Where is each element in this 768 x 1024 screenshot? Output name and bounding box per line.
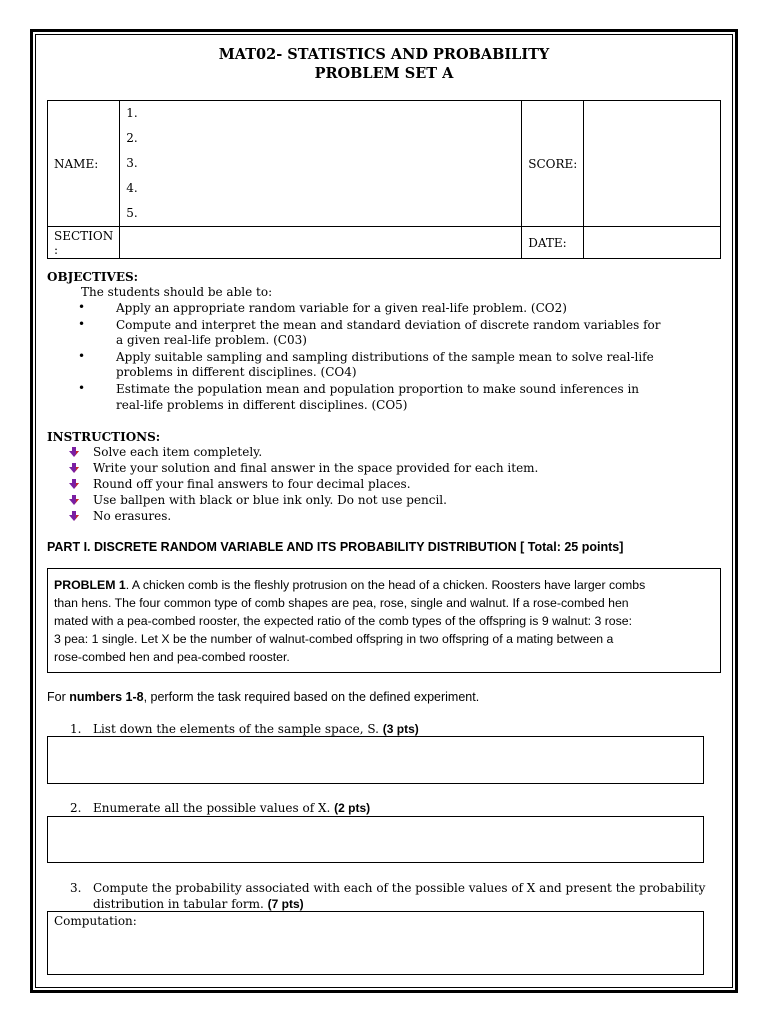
numbers-intro (47, 690, 479, 704)
section-field[interactable] (120, 227, 522, 259)
score-field[interactable] (584, 101, 721, 227)
objective-item: Compute and interpret the mean and standard deviation of discrete random variables for (116, 318, 661, 332)
question-points: (7 pts) (267, 897, 304, 911)
name-field[interactable] (120, 101, 522, 227)
date-field[interactable] (584, 227, 721, 259)
question-points: (2 pts) (334, 801, 371, 815)
question-text (93, 721, 419, 737)
instruction-item: Write your solution and final answer in the space provided for each item. (93, 461, 539, 475)
name-number: 1. (126, 106, 138, 120)
objective-item-cont: real-life problems in different disciplines. (CO5) (116, 398, 408, 412)
instruction-item: Solve each item completely. (93, 445, 263, 459)
arrow-bullet-icon (69, 463, 79, 473)
question-number: 3. (70, 881, 82, 895)
course-title: MAT02- STATISTICS AND PROBABILITY (218, 46, 550, 63)
bullet-icon: • (78, 381, 86, 395)
arrow-bullet-icon (69, 495, 79, 505)
question-text: Compute the probability associated with each of the possible values of X and present the probability (93, 881, 706, 895)
question-points: (3 pts) (382, 722, 419, 736)
question-text-cont (93, 896, 304, 912)
arrow-bullet-icon (69, 511, 79, 521)
objective-item-cont: a given real-life problem. (C03) (116, 333, 307, 347)
answer-box-1[interactable] (47, 736, 704, 784)
question-text-body: List down the elements of the sample space, S. (93, 722, 383, 736)
name-number: 4. (126, 181, 138, 195)
date-label: DATE: (522, 227, 584, 259)
problem1-line: 3 pea: 1 single. Let X be the number of walnut-combed offspring in two offspring of a mating between a (54, 632, 614, 646)
arrow-bullet-icon (69, 479, 79, 489)
objective-item: Apply suitable sampling and sampling distributions of the sample mean to solve real-life (116, 350, 654, 364)
numbers-intro-suffix: , perform the task required based on the defined experiment. (143, 690, 480, 704)
problem1-line: rose-combed hen and pea-combed rooster. (54, 650, 290, 664)
problem-set-title: PROBLEM SET A (314, 65, 454, 82)
question-text (93, 800, 370, 816)
problem1-line: mated with a pea-combed rooster, the expected ratio of the comb types of the offspring is 9 walnut: 3 rose: (54, 614, 633, 628)
problem1-line: than hens. The four common type of comb shapes are pea, rose, single and walnut. If a rose-combed hen (54, 596, 629, 610)
objective-item: Estimate the population mean and population proportion to make sound inferences in (116, 382, 640, 396)
objectives-intro: The students should be able to: (81, 285, 273, 299)
instruction-item: Use ballpen with black or blue ink only. Do not use pencil. (93, 493, 447, 507)
section-label: SECTION : (48, 227, 120, 259)
bullet-icon: • (78, 300, 86, 314)
student-info-table (47, 100, 721, 259)
computation-label: Computation: (54, 914, 137, 928)
name-number: 3. (126, 156, 138, 170)
question-text-body: Enumerate all the possible values of X. (93, 801, 335, 815)
part1-heading: PART I. DISCRETE RANDOM VARIABLE AND ITS PROBABILITY DISTRIBUTION [ Total: 25 points] (47, 540, 624, 554)
name-number: 2. (126, 131, 138, 145)
question-text-body: distribution in tabular form. (93, 897, 268, 911)
objectives-heading: OBJECTIVES: (47, 270, 139, 284)
objective-item-cont: problems in different disciplines. (CO4) (116, 365, 357, 379)
answer-box-2[interactable] (47, 816, 704, 863)
name-number: 5. (126, 206, 138, 220)
question-number: 1. (70, 722, 82, 736)
objective-item: Apply an appropriate random variable for a given real-life problem. (CO2) (116, 301, 567, 315)
instructions-heading: INSTRUCTIONS: (47, 430, 161, 444)
bullet-icon: • (78, 349, 86, 363)
problem1-line: . A chicken comb is the fleshly protrusion on the head of a chicken. Roosters have larger combs (125, 578, 646, 592)
numbers-intro-prefix: For (47, 690, 70, 704)
arrow-bullet-icon (69, 447, 79, 457)
question-number: 2. (70, 801, 82, 815)
instruction-item: No erasures. (93, 509, 172, 523)
answer-box-3[interactable] (47, 911, 704, 975)
problem1-label: PROBLEM 1 (54, 578, 126, 592)
name-label: NAME: (48, 101, 120, 227)
score-label: SCORE: (522, 101, 584, 227)
problem1-text (54, 576, 702, 666)
bullet-icon: • (78, 317, 86, 331)
instruction-item: Round off your final answers to four decimal places. (93, 477, 411, 491)
numbers-intro-bold: numbers 1-8 (69, 690, 144, 704)
